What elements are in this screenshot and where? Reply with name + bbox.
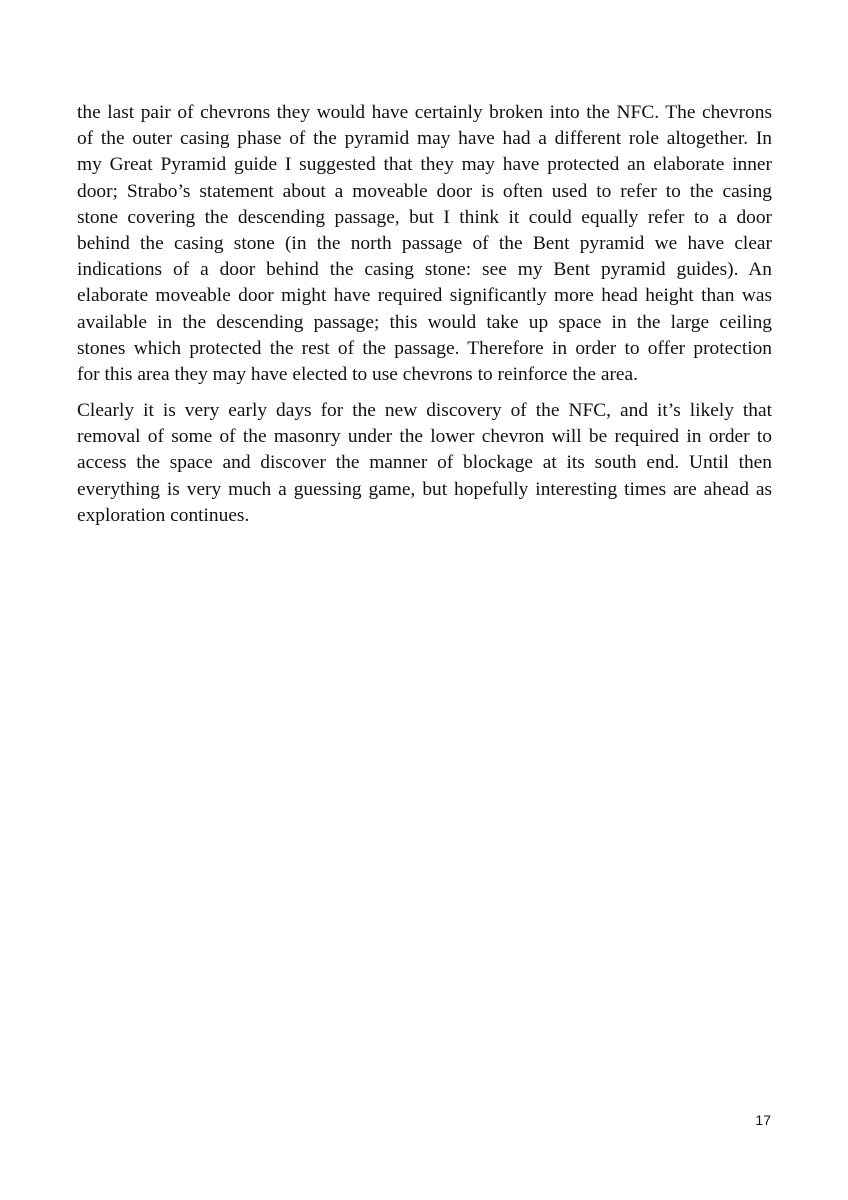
text-line: the last pair of chevrons they would have certainly broken into the NFC. The chevrons [77, 102, 772, 123]
text-line: access the space and discover the manner of blockage at its south end. Until then [77, 452, 772, 474]
text-line: stones which protected the rest of the passage. Therefore in order to offer protection [77, 337, 772, 359]
text-line: everything is very much a guessing game, but hopefully interesting times are ahead as [77, 478, 772, 500]
text-line: elaborate moveable door might have required significantly more head height than was [77, 285, 772, 307]
text-line: exploration continues. [77, 504, 250, 526]
text-line: of the outer casing phase of the pyramid may have had a different role altogether. In [77, 128, 772, 150]
page-number: 17 [755, 1112, 771, 1128]
paragraph-1 [77, 100, 772, 388]
text-line: Clearly it is very early days for the new discovery of the NFC, and it’s likely that [77, 400, 772, 422]
text-line: behind the casing stone (in the north passage of the Bent pyramid we have clear [77, 232, 772, 254]
paragraph-2 [77, 398, 772, 529]
text-line: stone covering the descending passage, but I think it could equally refer to a door [77, 206, 772, 228]
text-line: indications of a door behind the casing stone: see my Bent pyramid guides). An [77, 259, 772, 281]
text-line: my Great Pyramid guide I suggested that they may have protected an elaborate inner [77, 154, 772, 176]
text-line: available in the descending passage; this would take up space in the large ceiling [77, 311, 772, 333]
text-line: door; Strabo’s statement about a moveable door is often used to refer to the casing [77, 180, 772, 202]
text-line: for this area they may have elected to use chevrons to reinforce the area. [77, 363, 638, 385]
text-line: removal of some of the masonry under the lower chevron will be required in order to [77, 426, 772, 448]
body-text [77, 100, 772, 539]
